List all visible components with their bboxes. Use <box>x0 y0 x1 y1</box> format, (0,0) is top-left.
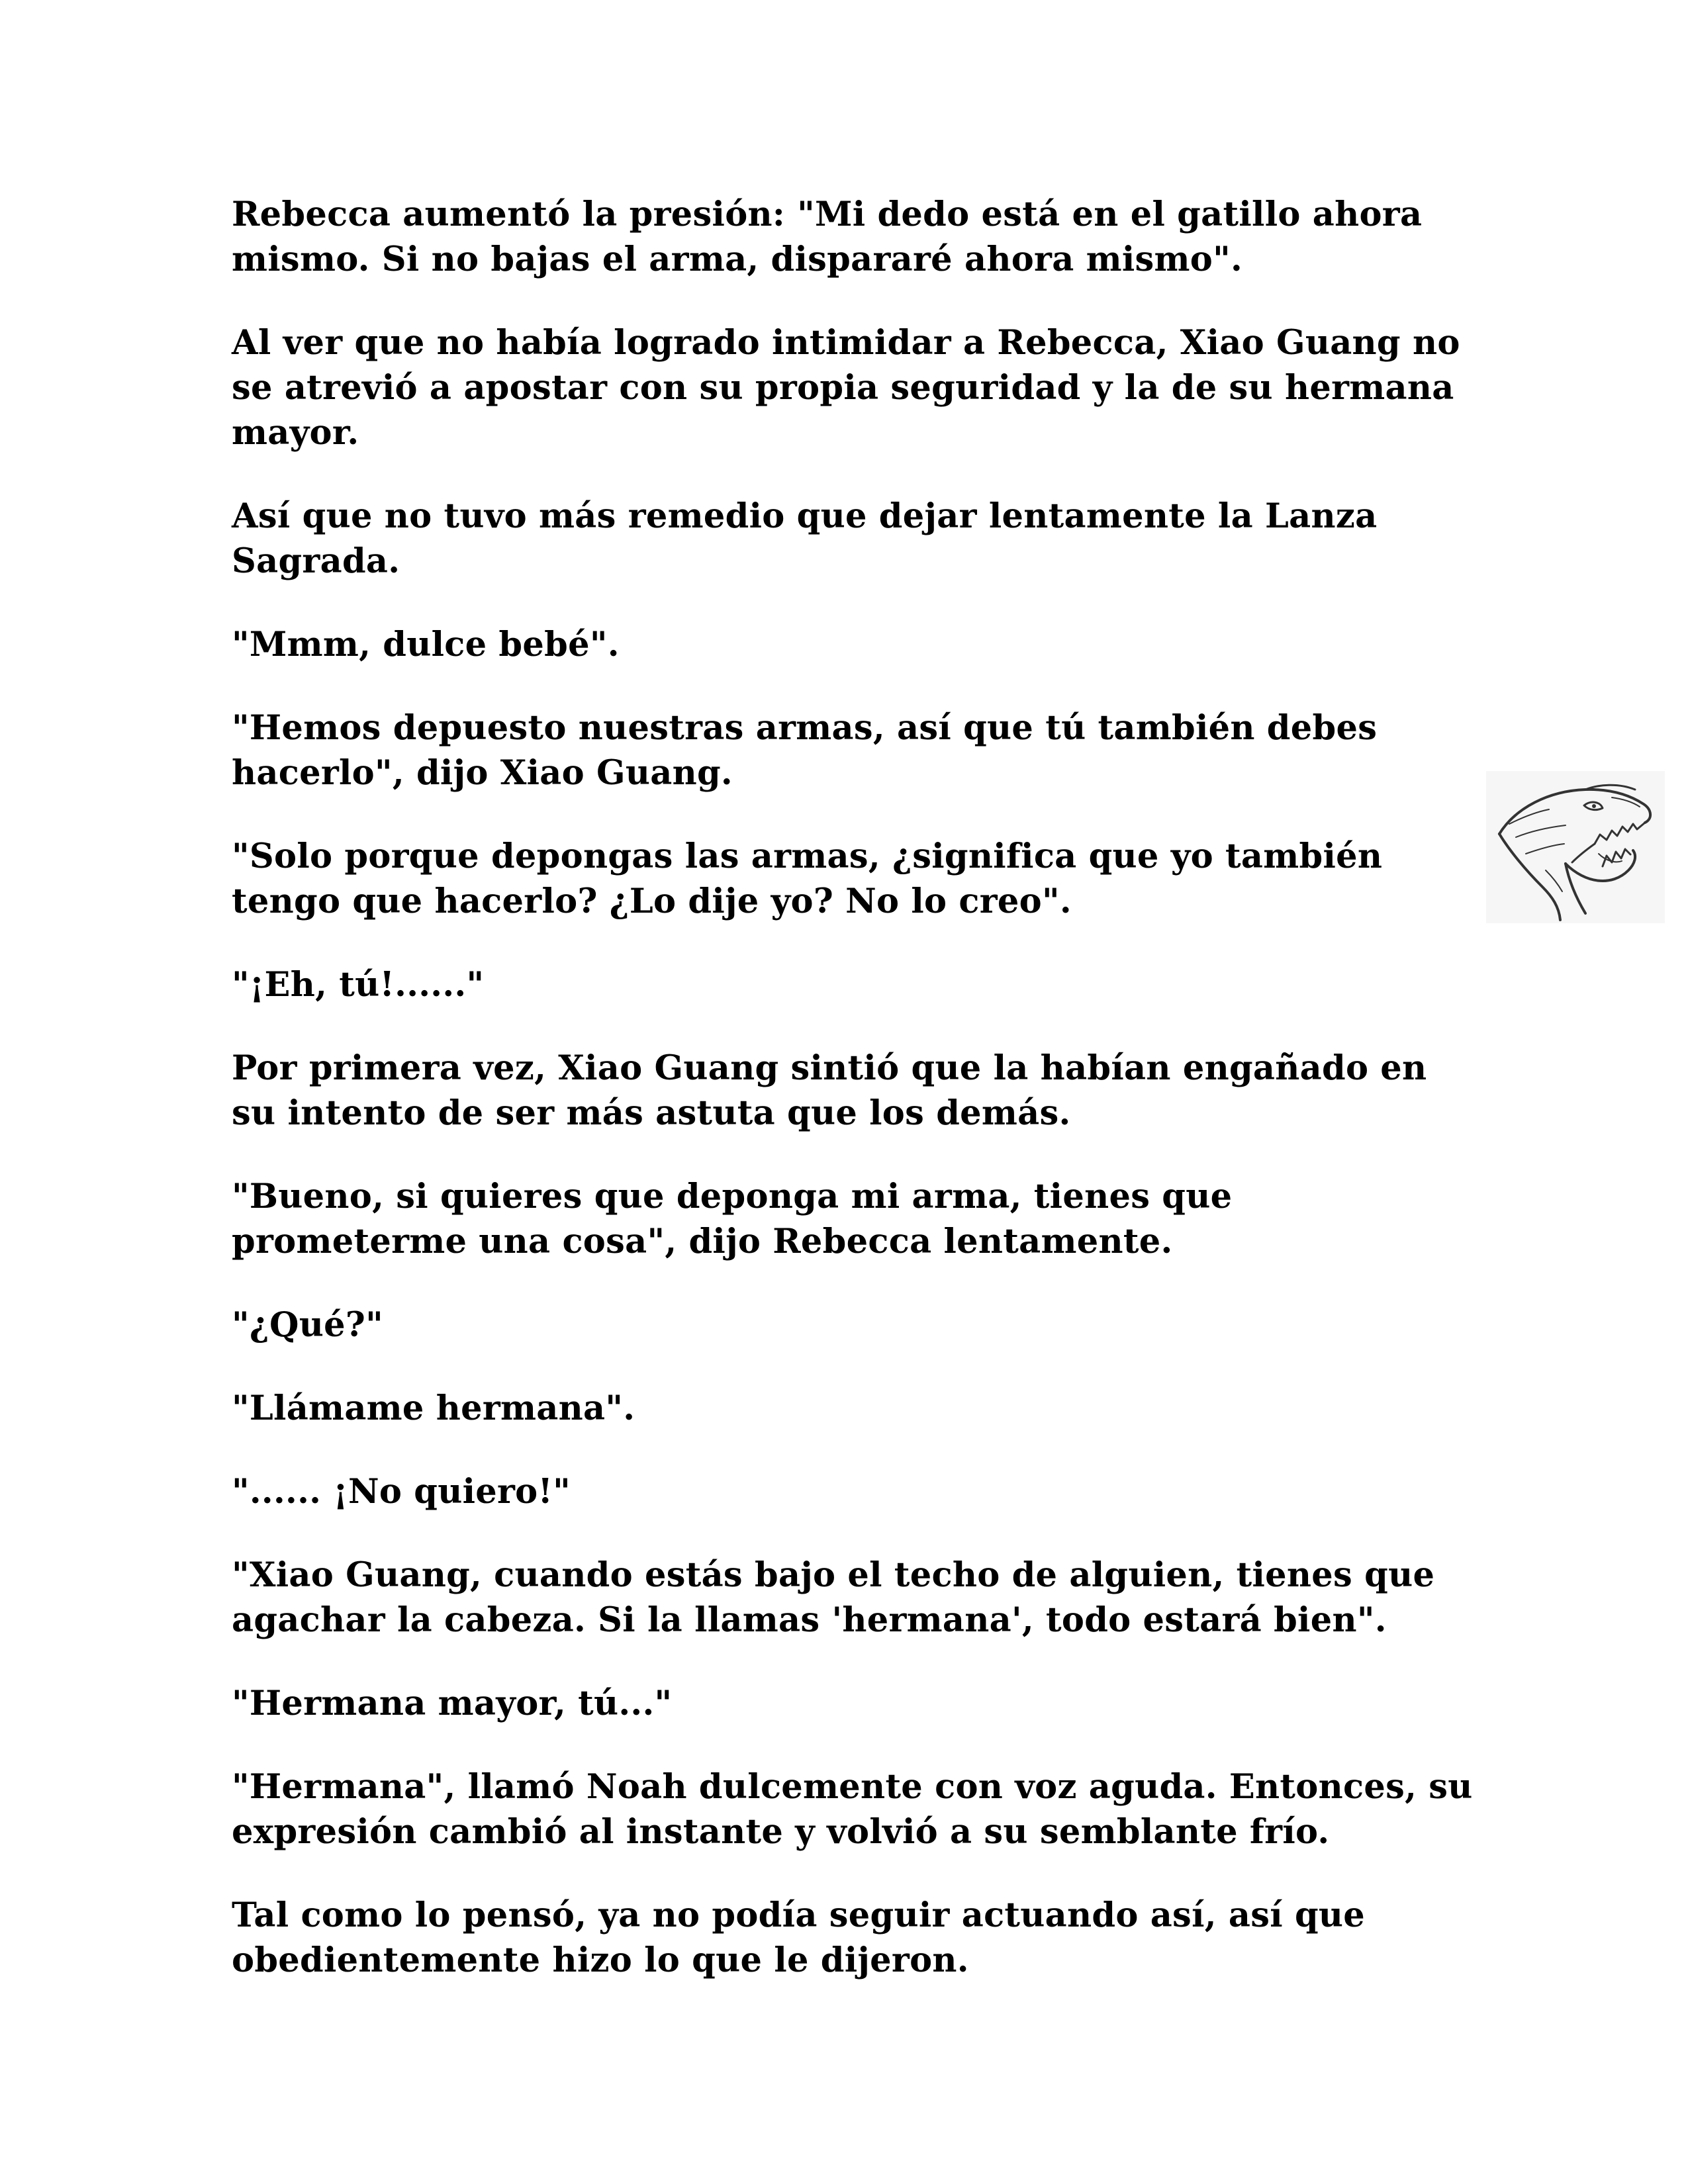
paragraph: "¡Eh, tú!......" <box>232 965 485 1005</box>
paragraph: "Hermana", llamó Noah dulcemente con voz aguda. Entonces, su expresión cambió al instante y volvió a su semblante frío. <box>232 1767 1473 1852</box>
paragraph: "...... ¡No quiero!" <box>232 1472 571 1512</box>
paragraph: "Llámame hermana". <box>232 1388 635 1428</box>
paragraph: Tal como lo pensó, ya no podía seguir actuando así, así que obedientemente hizo lo que le dijeron. <box>232 1895 1366 1980</box>
paragraph: "¿Qué?" <box>232 1305 383 1345</box>
paragraph: "Hemos depuesto nuestras armas, así que tú también debes hacerlo", dijo Xiao Guang. <box>232 708 1378 793</box>
paragraph: Así que no tuvo más remedio que dejar lentamente la Lanza Sagrada. <box>232 496 1378 581</box>
paragraph: "Xiao Guang, cuando estás bajo el techo de alguien, tienes que agachar la cabeza. Si la llamas 'hermana', todo estará bien". <box>232 1555 1435 1640</box>
paragraph: "Solo porque depongas las armas, ¿significa que yo también tengo que hacerlo? ¿Lo dije yo? No lo creo". <box>232 837 1383 921</box>
paragraph: Rebecca aumentó la presión: "Mi dedo está en el gatillo ahora mismo. Si no bajas el arma, dispararé ahora mismo". <box>232 195 1423 279</box>
paragraph: "Mmm, dulce bebé". <box>232 625 620 664</box>
body-text <box>232 192 1476 2021</box>
paragraph: Por primera vez, Xiao Guang sintió que la habían engañado en su intento de ser más astuta que los demás. <box>232 1048 1427 1133</box>
paragraph: "Bueno, si quieres que deponga mi arma, tienes que prometerme una cosa", dijo Rebecca lentamente. <box>232 1177 1233 1261</box>
paragraph: "Hermana mayor, tú..." <box>232 1684 673 1723</box>
paragraph: Al ver que no había logrado intimidar a Rebecca, Xiao Guang no se atrevió a apostar con su propia seguridad y la de su hermana mayor. <box>232 323 1460 453</box>
dinosaur-head-sketch-icon <box>1486 771 1665 923</box>
